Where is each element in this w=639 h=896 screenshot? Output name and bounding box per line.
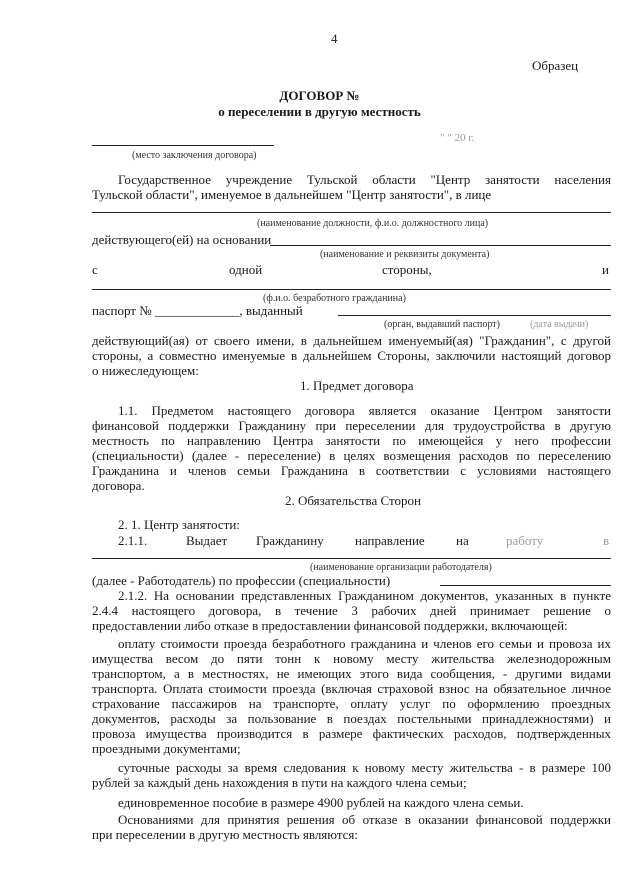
travel-line: имущества весом до пяти тонн к новому месту жительства железнодорожным	[92, 651, 611, 666]
acting-self-line-3: о нижеследующем:	[92, 363, 199, 378]
basis-blank-line	[270, 245, 611, 246]
item-2-1-1-word: в	[603, 533, 610, 548]
item-2-1-1-word: 2.1.1.	[118, 533, 148, 548]
lump-sum-line: единовременное пособие в размере 4900 рублей на каждого члена семьи.	[118, 795, 524, 810]
with-one-side-one: одной	[229, 262, 263, 277]
caption-position: (наименование должности, ф.и.о. должностного лица)	[257, 218, 489, 229]
item-2-1-1-word: направление	[355, 533, 425, 548]
caption-place: (место заключения договора)	[132, 150, 257, 161]
travel-line: транспортом, а в местностях, не имеющих этого вида сообщения, - другими видами	[92, 666, 611, 681]
item-2-1-1-word: Выдает	[186, 533, 228, 548]
caption-employer: (наименование организации работодателя)	[310, 562, 492, 573]
contract-subtitle: о переселении в другую местность	[218, 104, 421, 119]
item-2-1-1-word: на	[456, 533, 469, 548]
item-2-1: 2. 1. Центр занятости:	[118, 517, 240, 532]
contract-title: ДОГОВОР №	[279, 88, 360, 103]
caption-document: (наименование и реквизиты документа)	[320, 249, 490, 260]
date-stub: " " 20 г.	[440, 132, 475, 144]
official-blank-line	[92, 212, 611, 213]
section-1-last-line: договора.	[92, 478, 145, 493]
page-number: 4	[331, 31, 338, 46]
employer-profession-line: (далее - Работодатель) по профессии (специальности)	[92, 573, 391, 588]
section-1-line: местность по направлению Центра занятости по имеющейся у него профессии	[92, 433, 611, 448]
place-blank-line	[92, 145, 274, 146]
refusal-line-1: Основаниями для принятия решения об отказе в оказании финансовой поддержки	[118, 812, 611, 827]
section-1-heading: 1. Предмет договора	[300, 378, 414, 393]
acting-self-line-1: действующий(ая) от своего имени, в дальнейшем именуемый(ая) "Гражданин", с другой	[92, 333, 611, 348]
sample-label: Образец	[532, 58, 579, 73]
travel-line: страхование пассажиров на транспорте, оплату услуг по оформлению проездных	[92, 696, 611, 711]
travel-line: оплату стоимости проезда безработного гражданина и членов его семьи и провоза их	[118, 636, 611, 651]
caption-issuer: (орган, выдавший паспорт)	[384, 319, 500, 330]
item-2-1-1-word: Гражданину	[256, 533, 324, 548]
section-2-heading: 2. Обязательства Сторон	[285, 493, 421, 508]
travel-line: провоза имущества производится в размере фактических расходов, подтвержденных	[92, 726, 611, 741]
travel-line: документов, расходы за пользование в поездах постельными принадлежностями) и	[92, 711, 611, 726]
passport-issuer-blank	[338, 315, 611, 316]
section-1-line: (специальности) (далее - переселение) в целях возмещения расходов по переселению	[92, 448, 611, 463]
acting-self-line-2: стороны, а совместно именуемые в дальнейшем Стороны, заключили настоящий договор	[92, 348, 611, 363]
preamble-line-1: Государственное учреждение Тульской области "Центр занятости населения	[118, 172, 611, 187]
item-2-1-2-line: 2.4.4 настоящего договора, в течение 3 рабочих дней принимает решение о	[92, 603, 611, 618]
with-one-side-party: стороны,	[382, 262, 432, 277]
refusal-line-2: при переселении в другую местность являются:	[92, 827, 359, 842]
travel-line: транспорта. Оплата стоимости проезда (включая страховой взнос на обязательное личное	[92, 681, 611, 696]
section-1-line: Гражданина и членов семьи Гражданина в соответствии с условиями настоящего	[92, 463, 611, 478]
passport-line: паспорт № _____________, выданный	[92, 303, 303, 318]
caption-citizen: (ф.и.о. безработного гражданина)	[263, 293, 406, 304]
citizen-blank-line	[92, 289, 611, 290]
with-one-side-c: с	[92, 262, 98, 277]
item-2-1-2-last: предоставлении либо отказе в предоставлении финансовой поддержки, включающей:	[92, 618, 568, 633]
profession-blank-line	[440, 585, 611, 586]
employer-blank-line	[92, 558, 611, 559]
daily-allowance-line-2: рублей за каждый день нахождения в пути на каждого члена семьи;	[92, 775, 467, 790]
section-1-line: 1.1. Предметом настоящего договора является оказание Центром занятости	[118, 403, 611, 418]
daily-allowance-line-1: суточные расходы за время следования к новому месту жительства - в размере 100	[118, 760, 611, 775]
caption-issue-date: (дата выдачи)	[530, 319, 589, 330]
item-2-1-2-line: 2.1.2. На основании представленных Гражданином документов, указанных в пункте	[118, 588, 611, 603]
section-1-line: финансовой поддержки Гражданину при переселении для трудоустройства в другую	[92, 418, 611, 433]
acting-on-basis: действующего(ей) на основании	[92, 232, 272, 247]
preamble-line-2: Тульской области", именуемое в дальнейшем "Центр занятости", в лице	[92, 187, 492, 202]
travel-last: проездными документами;	[92, 741, 241, 756]
with-one-side-and: и	[602, 262, 609, 277]
item-2-1-1-word: работу	[506, 533, 544, 548]
